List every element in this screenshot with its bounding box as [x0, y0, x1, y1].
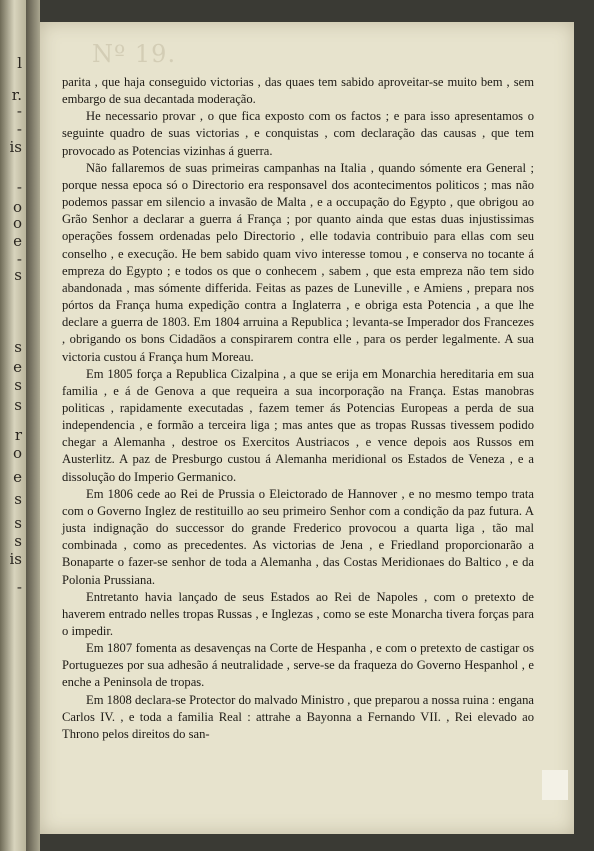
left-page-edge [0, 0, 26, 851]
book-gutter [26, 0, 40, 851]
margin-mark: o [12, 198, 22, 216]
margin-mark: s [14, 490, 22, 508]
margin-mark: o [12, 214, 22, 232]
paragraph: parita , que haja conseguido victorias , das quaes tem sabido aproveitar-se muito bem , sem embargo de sua decantada moderação. [62, 75, 534, 107]
margin-mark: e [13, 468, 22, 486]
margin-mark: - [16, 120, 22, 138]
margin-mark: s [14, 376, 22, 394]
paragraph: He necessario provar , o que fica exposto com os factos ; e para isso apresentamos o seguinte quadro de suas victorias , e conquistas , com declaração das causas , que tem provocado as Potencias vizinhas á guerra. [62, 109, 534, 158]
margin-mark: s [14, 338, 22, 356]
margin-mark: r. [11, 86, 22, 104]
margin-mark: l [17, 54, 22, 72]
margin-mark: s [14, 532, 22, 550]
paragraph: Em 1807 fomenta as desavenças na Corte de Hespanha , e com o pretexto de castigar os Portuguezes por sua adhesão á neutralidade , serve-se da fraqueza do Governo Hespanhol , e enche a Peninsola de tropas. [62, 641, 534, 690]
margin-mark: is [9, 138, 22, 156]
margin-mark: - [16, 178, 22, 196]
paragraph: Entretanto havia lançado de seus Estados ao Rei de Napoles , com o pretexto de haverem entrado nelles tropas Russas , e Inglezas , como se este Monarcha tivera forças para o impedir. [62, 589, 534, 638]
margin-mark: e [13, 232, 22, 250]
paragraph: Em 1805 força a Republica Cizalpina , a que se erija em Monarchia hereditaria em sua familia , e á de Genova a que requeira a sua incorporação na França. Estas manobras politicas , rapidamente executadas , fazem temer ás Potencias Europeas a perda de sua independencia , e formão a terceira liga ; mas antes que as tropas Russas tivessem podido chegar a Alemanha , destroe os Exercitos Austriacos , e vence depois aos Russos em Austerlitz. A paz de Presburgo custou á Alemanha meridional os Estados de Veneza , e a dissolução do Imperio Germanico. [62, 366, 534, 484]
document-page [40, 22, 574, 834]
margin-mark: e [13, 358, 22, 376]
paragraph: Em 1806 cede ao Rei de Prussia o Eleictorado de Hannover , e no mesmo tempo trata com o Governo Inglez de restituillo ao seu primeiro Senhor com a condição da paz futura. A justa indignação do successor do grande Frederico provocou a quarta liga , tão mal combinada , como as precedentes. As victorias de Jena , e Friedland proporcionarão a Bonaparte o fazer-se senhor de toda a Alemanha , das Costas Meridionaes do Baltico , e da Polonia Prussiana. [62, 486, 534, 587]
margin-mark: r [14, 426, 22, 444]
paragraph: Não fallaremos de suas primeiras campanhas na Italia , quando sómente era General ; porque nessa epoca só o Directorio era responsavel dos acontecimentos politicos ; mas não podemos passar em silencio a invasão de Malta , e a occupação do Egypto , que obrigou ao Grão Senhor a declarar a guerra á França ; por quanto ainda que estas duas injustissimas operações fossem ordenadas pelo Directorio , elle todavia contribuio para ellas com seu conselho , e execução. He bem sabido quam vivo interesse tomou , e conserva no tocante á empreza do Egypto ; e todos os que o conhecem , sabem , que esta empreza não tem sido abandonada , mas sómente differida. Feitas as pazes de Luneville , e Amiens , prepara nos pórtos da França huma expedição contra a Inglaterra , e obriga esta Potencia , a que lhe declare a guerra de 1803. Em 1804 arruina a Republica ; levanta-se Imperador dos Francezes , obrigando os bons Cidadãos a conspirarem contra elle , para os perder legalmente. A sua victoria custou á França hum Moreau. [62, 160, 534, 364]
margin-mark: o [12, 444, 22, 462]
margin-mark: s [14, 514, 22, 532]
corner-light-patch [542, 770, 568, 800]
margin-mark: s [14, 266, 22, 284]
margin-mark: s [14, 396, 22, 414]
body-text [62, 74, 534, 743]
margin-mark: - [16, 250, 22, 268]
margin-mark: is [9, 550, 22, 568]
bleed-through-number: Nº 19. [92, 40, 177, 68]
margin-mark: - [16, 578, 22, 596]
margin-mark: - [16, 102, 22, 120]
paragraph: Em 1808 declara-se Protector do malvado Ministro , que preparou a nossa ruina : engana Carlos IV. , e toda a familia Real : attrahe a Bayonna a Fernando VII. , Rei elevado ao Throno pelos direitos do san- [62, 692, 534, 741]
